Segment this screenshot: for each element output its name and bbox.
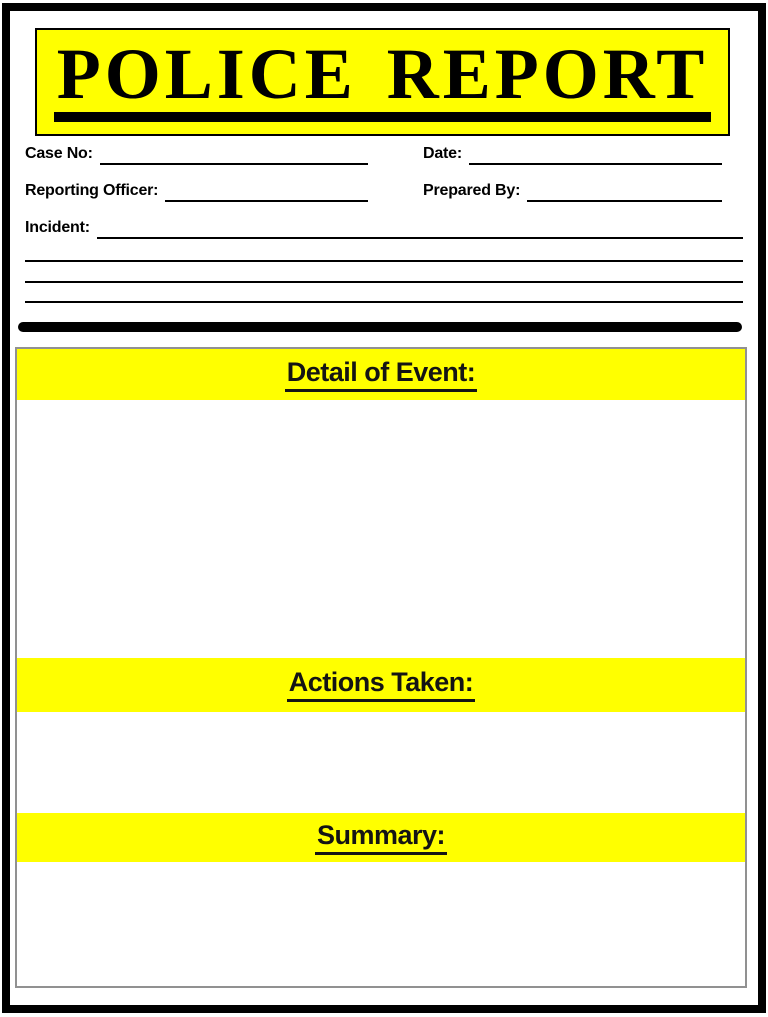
reporting-officer-input-line[interactable] <box>165 188 368 202</box>
date-field <box>423 146 722 165</box>
incident-label: Incident: <box>25 219 90 237</box>
case-no-label: Case No: <box>25 145 93 163</box>
incident-blank-line[interactable] <box>25 263 743 283</box>
actions-taken-content-area[interactable] <box>17 712 745 813</box>
field-row-officer-prepared <box>25 184 743 202</box>
page-title: POLICE REPORT <box>54 42 712 122</box>
summary-band <box>17 813 745 862</box>
case-no-field <box>25 146 368 165</box>
report-body-box <box>15 347 747 988</box>
section-divider-bar <box>18 322 742 332</box>
incident-input-line[interactable] <box>97 225 743 239</box>
title-banner <box>35 28 730 136</box>
incident-field <box>25 220 743 239</box>
field-row-incident <box>25 221 743 239</box>
prepared-by-input-line[interactable] <box>527 188 722 202</box>
incident-blank-line[interactable] <box>25 242 743 262</box>
date-label: Date: <box>423 145 463 163</box>
actions-taken-band <box>17 658 745 712</box>
summary-content-area[interactable] <box>17 862 745 986</box>
detail-of-event-heading: Detail of Event: <box>285 358 478 392</box>
detail-of-event-content-area[interactable] <box>17 400 745 658</box>
case-no-input-line[interactable] <box>100 151 368 165</box>
reporting-officer-label: Reporting Officer: <box>25 182 159 200</box>
police-report-page <box>2 3 766 1013</box>
incident-blank-line[interactable] <box>25 283 743 303</box>
actions-taken-heading: Actions Taken: <box>287 668 476 702</box>
detail-of-event-band <box>17 349 745 400</box>
summary-heading: Summary: <box>315 821 447 855</box>
date-input-line[interactable] <box>469 151 722 165</box>
prepared-by-field <box>423 183 722 202</box>
prepared-by-label: Prepared By: <box>423 182 521 200</box>
field-row-case-date <box>25 147 743 165</box>
reporting-officer-field <box>25 183 368 202</box>
